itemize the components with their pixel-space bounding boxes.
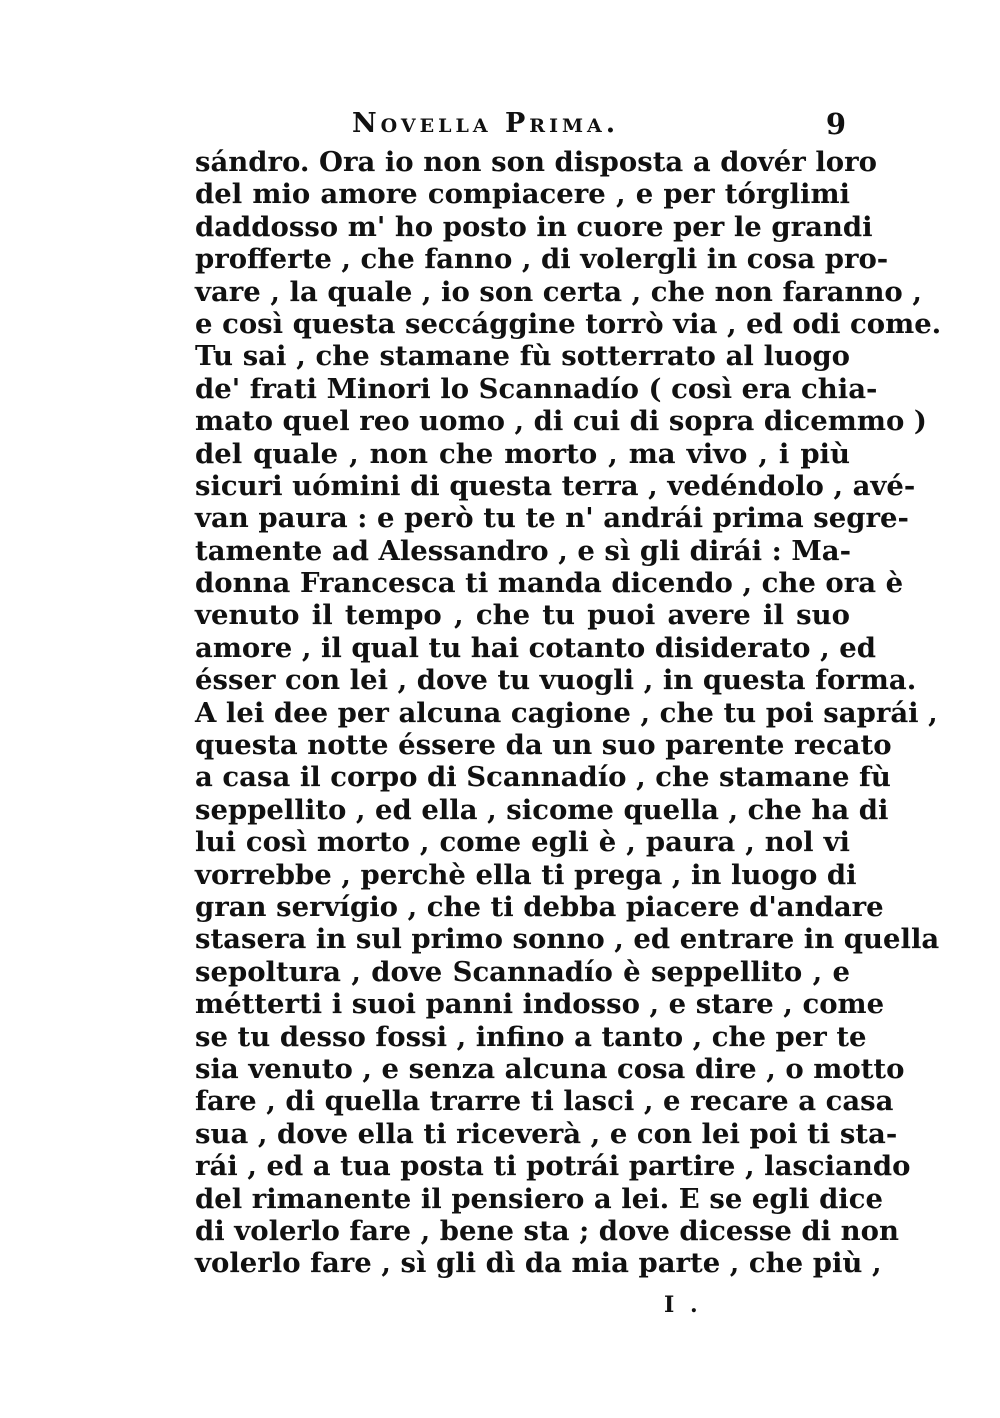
text-line: métterti i suoi panni indosso , e stare , come xyxy=(195,988,885,1021)
text-line: de' frati Minori lo Scannadío ( così era chia- xyxy=(195,372,878,405)
text-line: fare , di quella trarre ti lasci , e recare a casa xyxy=(195,1085,894,1118)
text-line: amore , il qual tu hai cotanto disiderato , ed xyxy=(195,631,876,664)
text-line: sua , dove ella ti riceverà , e con lei poi ti sta- xyxy=(195,1117,898,1150)
text-line: A lei dee per alcuna cagione , che tu poi saprái , xyxy=(195,696,938,729)
text-line: del rimanente il pensiero a lei. E se egli dice xyxy=(195,1182,883,1215)
text-line: vare , la quale , io son certa , che non faranno , xyxy=(195,275,922,308)
text-line: van paura : e però tu te n' andrái prima segre- xyxy=(195,502,909,535)
text-line: rái , ed a tua posta ti potrái partire , lasciando xyxy=(195,1150,911,1183)
text-line: daddosso m' ho posto in cuore per le grandi xyxy=(195,210,873,243)
text-line: ésser con lei , dove tu vuogli , in questa forma. xyxy=(195,664,917,697)
text-line: seppellito , ed ella , sicome quella , che ha di xyxy=(195,793,889,826)
text-line: mato quel reo uomo , di cui di sopra dicemmo ) xyxy=(195,405,927,438)
page-number: 9 xyxy=(825,107,846,141)
signature-mark: I . xyxy=(664,1292,702,1318)
running-title: Novella Prima. xyxy=(352,108,620,139)
text-line: venuto il tempo , che tu puoi avere il suo xyxy=(195,599,850,632)
text-line: e così questa seccággine torrò via , ed odi come. xyxy=(195,307,942,340)
text-line: se tu desso fossi , infino a tanto , che per te xyxy=(195,1020,867,1053)
text-line: del quale , non che morto , ma vivo , i più xyxy=(195,437,850,470)
text-line: sicuri uómini di questa terra , vedéndolo , avé- xyxy=(195,469,916,502)
text-line: tamente ad Alessandro , e sì gli dirái : Ma- xyxy=(195,534,852,567)
text-line: gran servígio , che ti debba piacere d'andare xyxy=(195,890,884,923)
text-line: sándro. Ora io non son disposta a dovér loro xyxy=(195,146,877,178)
text-line: del mio amore compiacere , e per tórglimi xyxy=(195,178,850,211)
text-line: a casa il corpo di Scannadío , che stamane fù xyxy=(195,761,891,794)
text-line: Tu sai , che stamane fù sotterrato al luogo xyxy=(195,340,850,373)
text-line: donna Francesca ti manda dicendo , che ora è xyxy=(195,567,904,600)
text-line: lui così morto , come egli è , paura , nol vi xyxy=(195,826,850,859)
running-head xyxy=(200,104,850,144)
body-text xyxy=(195,146,942,1280)
text-line: stasera in sul primo sonno , ed entrare in quella xyxy=(195,923,940,956)
text-line: profferte , che fanno , di volergli in cosa pro- xyxy=(195,243,889,276)
text-line: di volerlo fare , bene sta ; dove dicesse di non xyxy=(195,1214,899,1247)
text-line: volerlo fare , sì gli dì da mia parte , che più , xyxy=(195,1247,882,1280)
text-line: questa notte éssere da un suo parente recato xyxy=(195,729,892,762)
text-line: sia venuto , e senza alcuna cosa dire , o motto xyxy=(195,1052,905,1085)
text-line: vorrebbe , perchè ella ti prega , in luogo di xyxy=(195,858,857,891)
text-line: sepoltura , dove Scannadío è seppellito , e xyxy=(195,955,850,988)
